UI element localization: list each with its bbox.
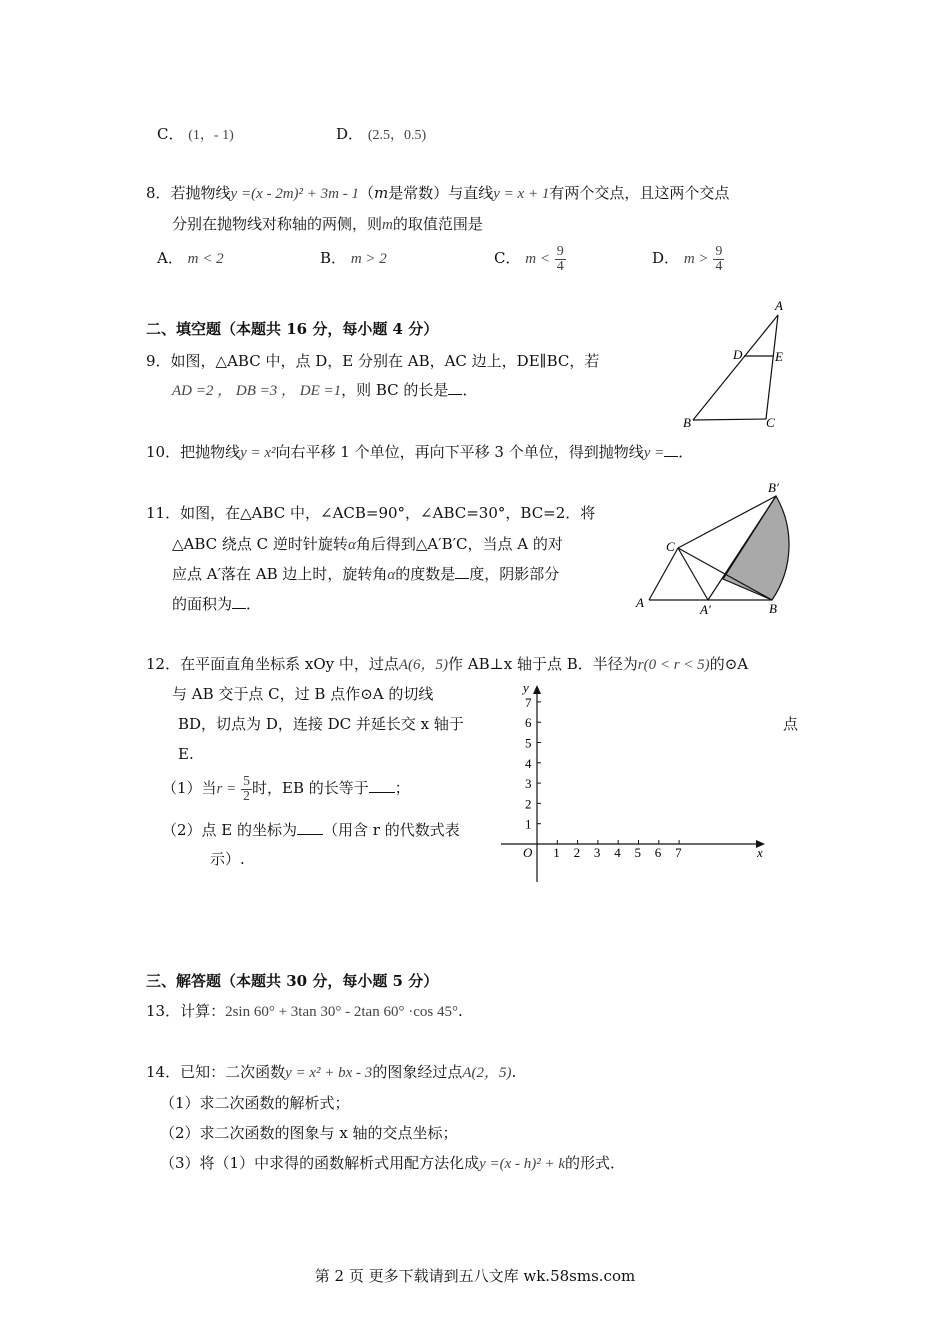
q12-y-tick-label: 2 (525, 796, 532, 812)
q8-text-c: 是常数）与直线 (388, 184, 494, 202)
q9-label-d: D (733, 347, 743, 362)
q12-y-tick-label: 4 (525, 755, 532, 771)
q11-line2 (172, 534, 563, 555)
q11-side-ac (649, 548, 678, 600)
q14-part3-eq: y =(x - h)² + k (479, 1156, 566, 1172)
q12-part2-text-b: （用含 r 的代数式表 (323, 821, 460, 839)
q12-x-tick-label: 2 (573, 845, 581, 860)
q12-part1-text-a: （1）当 (162, 779, 217, 797)
q9-label-e: E (775, 349, 783, 364)
q9-side-ab (693, 315, 778, 420)
q12-text-b: 作 AB⊥x 轴于点 B．半径为 (448, 655, 638, 673)
q10-eq2: y = (643, 445, 665, 461)
q12-part1-blank (369, 778, 395, 793)
q11-alpha: α (347, 537, 356, 553)
q8-a-label: A． (157, 249, 183, 267)
q12-y-tick-label: 3 (525, 776, 532, 792)
q9-text-end: ，则 BC 的长是 (341, 381, 449, 399)
q14-text-a: 14．已知：二次函数 (146, 1063, 286, 1081)
q9-period: ． (462, 381, 478, 399)
q8-d-fraction (713, 245, 724, 274)
q9-side-bc (693, 419, 766, 420)
q12-x-label: x (757, 845, 763, 860)
q8-d-den: 4 (715, 258, 723, 274)
q12-y-tick-label: 7 (525, 694, 532, 710)
q8-b-value: m > 2 (350, 251, 387, 267)
q12-part1-end: ； (394, 779, 410, 797)
q11-label-b1: B′ (768, 480, 779, 495)
q8-d-num: 9 (715, 243, 723, 259)
q8-eq-line: y = x + 1 (493, 186, 550, 202)
q12-line2: 与 AB 交于点 C，过 B 点作⊙A 的切线 (172, 685, 434, 703)
q12-text-a: 12．在平面直角坐标系 xOy 中，过点 (146, 655, 399, 673)
q9-equations: AD =2 ， DB =3 ， DE =1 (172, 383, 342, 399)
q14-text-b: 的图象经过点 (372, 1063, 463, 1081)
q8-c-label: C． (494, 249, 521, 267)
q8-text-d: 有两个交点，且这两个交点 (549, 184, 730, 202)
q11-text-b: 角后得到△A′B′C，当点 A 的对 (355, 535, 563, 553)
q12-x-tick-label: 4 (614, 845, 621, 860)
q12-y-arrow (533, 685, 541, 694)
q12-text-c: 的⊙A (709, 655, 749, 673)
q14-eq: y = x² + bx - 3 (285, 1065, 373, 1081)
q11-text-f: 的面积为 (172, 595, 233, 613)
q12-line4: E. (178, 745, 194, 763)
q12-y-label: y (523, 680, 529, 695)
q11-line3 (172, 564, 559, 585)
q12-part2 (162, 820, 460, 840)
q14-part3 (160, 1153, 625, 1174)
q11-area-blank (232, 594, 246, 609)
q9-side-ac (766, 315, 778, 419)
q8-c-num: 9 (556, 243, 564, 259)
q10-text-a: 10．把抛物线 (146, 443, 241, 461)
q12-point-a: A(6，5) (398, 657, 449, 673)
q8-m: m (374, 184, 389, 202)
q11-text-a: △ABC 绕点 C 逆时针旋转 (172, 535, 348, 553)
q12-x-tick-label: 1 (553, 845, 560, 860)
q12-line3: BD，切点为 D，连接 DC 并延长交 x 轴于 (178, 715, 464, 733)
q9-label-b: B (683, 415, 691, 430)
q8-b-label: B． (320, 249, 347, 267)
q8-text-b: （ (359, 184, 375, 202)
q8-a-value: m < 2 (187, 251, 224, 267)
q11-text-c: 应点 A′落在 AB 边上时，旋转角 (172, 565, 388, 583)
q10-text-b: 向右平移 1 个单位，再向下平移 3 个单位，得到抛物线 (275, 443, 644, 461)
q11-alpha2: α (387, 567, 396, 583)
q8-d-prefix: m > (683, 251, 709, 267)
q11-line4 (172, 594, 261, 614)
q11-rotation-figure (630, 478, 810, 618)
q12-part1-r: r = (216, 781, 237, 797)
q12-x-tick-label: 6 (654, 845, 662, 860)
q8-text-e: 分别在抛物线对称轴的两侧，则 (172, 215, 383, 233)
q12-part1-den: 2 (243, 788, 251, 804)
q10-eq: y = x² (240, 445, 276, 461)
q7-d-label: D． (336, 125, 364, 143)
q11-line1: 11．如图，在△ABC 中，∠ACB=90°，∠ABC=30°，BC=2．将 (146, 504, 596, 522)
q7-option-d (336, 124, 426, 146)
q7-c-value: (1，- 1) (188, 128, 234, 143)
page-footer: 第 2 页 更多下载请到五八文库 wk.58sms.com (314, 1267, 636, 1285)
q14-period: . (511, 1063, 517, 1081)
q12-part2-line2: 示）. (210, 850, 245, 868)
q12-x-tick-label: 5 (634, 845, 641, 860)
q11-angle-blank (455, 564, 469, 579)
q12-part1-num: 5 (243, 773, 251, 789)
q14-part1: （1）求二次函数的解析式； (160, 1094, 350, 1112)
q11-label-c: C (666, 539, 675, 554)
q8-option-d (652, 240, 724, 277)
q10-line (146, 442, 693, 463)
q12-part1-text-b: 时，EB 的长等于 (252, 779, 369, 797)
q7-c-label: C． (157, 125, 184, 143)
q14-line1 (146, 1062, 516, 1083)
q9-answer-blank (448, 380, 462, 395)
q13-line (146, 1001, 463, 1022)
q14-part2: （2）求二次函数的图象与 x 轴的交点坐标； (160, 1124, 458, 1142)
q14-part3-text-b: 的形式． (565, 1154, 626, 1172)
q7-option-c (157, 124, 234, 146)
q12-y-tick-label: 6 (525, 715, 532, 731)
q11-shaded-sector (723, 496, 789, 600)
q8-text-a: 8．若抛物线 (146, 184, 231, 202)
q7-d-value: (2.5，0.5) (367, 128, 427, 143)
q14-point: A(2，5) (462, 1065, 512, 1081)
q12-part1 (162, 770, 410, 807)
q11-period: ． (246, 595, 262, 613)
q9-label-a: A (775, 298, 783, 313)
q12-line1 (146, 654, 748, 675)
q11-label-a1: A′ (700, 602, 711, 617)
q8-option-a (157, 248, 224, 269)
q8-option-b (320, 248, 387, 269)
q8-text-f: 的取值范围是 (392, 215, 483, 233)
q13-period: . (457, 1002, 463, 1020)
q11-text-e: 度，阴影部分 (469, 565, 560, 583)
q8-eq-parabola: y =(x - 2m)² + 3m - 1 (230, 186, 359, 202)
q12-line3-tail: 点 (783, 715, 799, 733)
q12-y-tick-label: 5 (525, 735, 532, 751)
q11-label-b: B (769, 601, 777, 616)
q9-label-c: C (766, 415, 775, 430)
q9-triangle-figure (680, 298, 800, 430)
q12-x-tick-label: 7 (675, 845, 682, 860)
section2-title: 二、填空题（本题共 16 分，每小题 4 分） (146, 320, 439, 338)
q12-radius: r(0 < r < 5) (637, 657, 710, 673)
q8-line1 (146, 183, 729, 204)
q12-y-tick-label: 1 (525, 816, 532, 832)
q8-c-den: 4 (556, 258, 564, 274)
q14-part3-text-a: （3）将（1）中求得的函数解析式用配方法化成 (160, 1154, 480, 1172)
q8-c-fraction (555, 245, 566, 274)
q12-part2-blank (297, 820, 323, 835)
q12-part1-fraction (241, 775, 252, 804)
q8-c-prefix: m < (525, 251, 550, 267)
q12-x-tick-label: 3 (593, 845, 601, 860)
q13-expression: 2sin 60° + 3tan 30° - 2tan 60° ·cos 45° (225, 1004, 458, 1020)
q9-line2 (172, 380, 477, 401)
q9-line1: 9．如图，△ABC 中，点 D，E 分别在 AB，AC 边上，DE∥BC，若 (146, 352, 600, 370)
q8-line2 (172, 214, 483, 235)
q13-text: 13．计算： (146, 1002, 226, 1020)
section3-title: 三、解答题（本题共 30 分，每小题 5 分） (146, 972, 439, 990)
q11-label-a: A (636, 595, 644, 610)
q12-coordinate-axes (495, 676, 775, 886)
q12-origin: O (523, 845, 533, 860)
q10-answer-blank (664, 442, 678, 457)
q10-period: ． (678, 443, 694, 461)
q12-part2-text-a: （2）点 E 的坐标为 (162, 821, 298, 839)
q11-text-d: 的度数是 (395, 565, 456, 583)
q8-d-label: D． (652, 249, 680, 267)
q8-option-c (494, 240, 566, 277)
q8-m2: m (382, 217, 393, 233)
